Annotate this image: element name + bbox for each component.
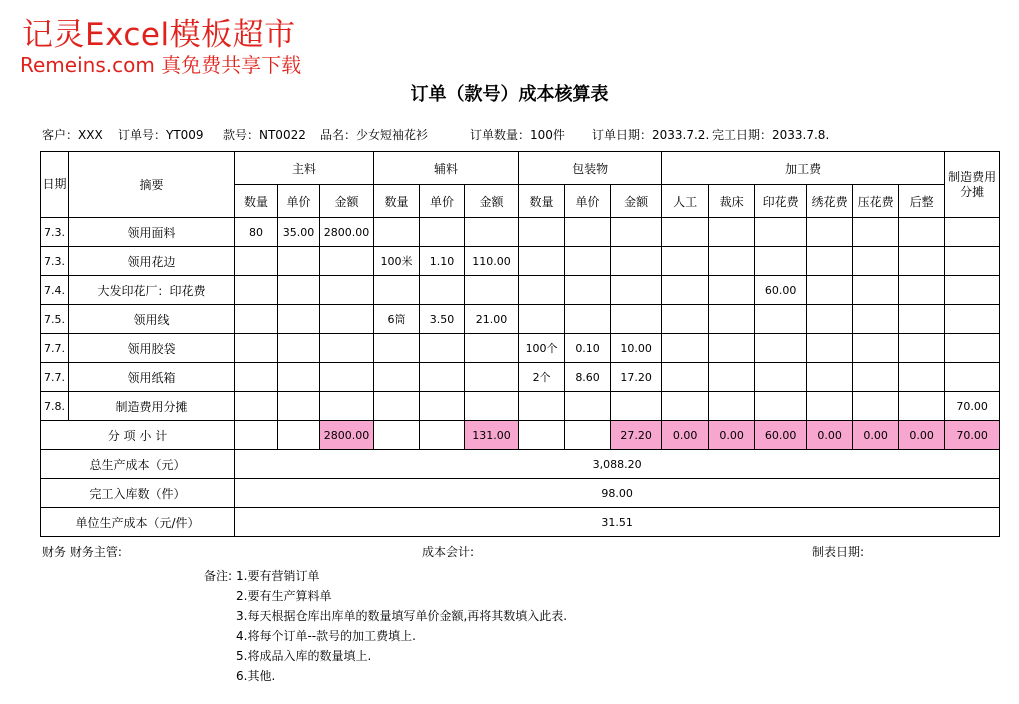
cell-aux-price [420, 218, 465, 247]
row-date: 7.3. [41, 247, 69, 276]
cell-pack-price [565, 392, 611, 421]
header-aux-price: 单价 [420, 185, 465, 218]
cell-mfg [945, 218, 1000, 247]
info-order-date: 订单日期：2033.7.2. [592, 128, 710, 142]
subtotal-row [41, 421, 1000, 450]
header-processing: 加工费 [662, 152, 945, 185]
footer-accountant: 成本会计: [422, 545, 475, 559]
cell-main-price [278, 305, 320, 334]
cell-main-price [278, 363, 320, 392]
cell-labor [662, 363, 709, 392]
cell-labor [662, 305, 709, 334]
row-summary: 制造费用分摊 [69, 392, 235, 421]
cell-main-amount: 2800.00 [320, 218, 374, 247]
watermark-subtitle: Remeins.com 真免费共享下载 [20, 53, 302, 77]
cell-main-price [278, 247, 320, 276]
cell-printing [755, 218, 807, 247]
cell-aux-amount [465, 363, 519, 392]
row-summary: 领用胶袋 [69, 334, 235, 363]
cell-pressing [853, 247, 899, 276]
table-row [41, 305, 1000, 334]
info-order-no: 订单号：YT009 [118, 128, 204, 142]
cell-pack-amount [611, 218, 662, 247]
table-row [41, 276, 1000, 305]
note-item: 1.要有营销订单 [236, 569, 320, 583]
row-summary: 领用花边 [69, 247, 235, 276]
note-line [204, 666, 567, 686]
cell-aux-price [420, 392, 465, 421]
cell-main-amount [320, 305, 374, 334]
cell-finishing [899, 305, 945, 334]
row-date: 7.7. [41, 334, 69, 363]
info-finish-date: 完工日期：2033.7.8. [712, 128, 830, 142]
cell-main-qty [235, 363, 278, 392]
note-line [204, 566, 567, 586]
header-embroidery: 绣花费 [807, 185, 853, 218]
header-pack-price: 单价 [565, 185, 611, 218]
cell-finishing [899, 218, 945, 247]
cell-mfg: 70.00 [945, 392, 1000, 421]
cell-printing [755, 247, 807, 276]
info-style-no: 款号：NT0022 [223, 128, 306, 142]
cell-mfg [945, 363, 1000, 392]
row-summary: 领用面料 [69, 218, 235, 247]
row-date: 7.7. [41, 363, 69, 392]
cell-embroidery [807, 276, 853, 305]
header-pressing: 压花费 [853, 185, 899, 218]
header-aux: 辅料 [374, 152, 519, 185]
note-item: 5.将成品入库的数量填上. [236, 649, 372, 663]
header-summary: 摘要 [69, 152, 235, 218]
cell-cutting [709, 305, 755, 334]
subtotal-label: 分 项 小 计 [41, 421, 235, 450]
note-line [204, 626, 567, 646]
cell-pressing [853, 392, 899, 421]
subtotal-main-price [278, 421, 320, 450]
cell-main-amount [320, 334, 374, 363]
cell-labor [662, 276, 709, 305]
note-line [204, 646, 567, 666]
total-cost-label: 总生产成本（元） [41, 450, 235, 479]
cell-mfg [945, 305, 1000, 334]
cell-pack-price: 0.10 [565, 334, 611, 363]
cell-pack-price [565, 276, 611, 305]
header-cutting: 裁床 [709, 185, 755, 218]
cell-pack-qty: 100个 [519, 334, 565, 363]
cell-cutting [709, 334, 755, 363]
header-printing: 印花费 [755, 185, 807, 218]
cell-pressing [853, 305, 899, 334]
cell-mfg [945, 334, 1000, 363]
cell-aux-amount [465, 334, 519, 363]
note-item: 4.将每个订单--款号的加工费填上. [236, 629, 416, 643]
cell-labor [662, 218, 709, 247]
cell-pack-qty [519, 305, 565, 334]
cell-main-qty [235, 305, 278, 334]
table-row [41, 218, 1000, 247]
cell-embroidery [807, 334, 853, 363]
cell-finishing [899, 363, 945, 392]
cell-pack-amount: 17.20 [611, 363, 662, 392]
row-summary: 领用纸箱 [69, 363, 235, 392]
subtotal-cutting: 0.00 [709, 421, 755, 450]
cell-main-amount [320, 247, 374, 276]
header-pack: 包装物 [519, 152, 662, 185]
cell-pack-amount [611, 392, 662, 421]
cell-printing [755, 305, 807, 334]
cell-pack-qty [519, 247, 565, 276]
cell-embroidery [807, 392, 853, 421]
cell-main-qty [235, 247, 278, 276]
subtotal-main-amount: 2800.00 [320, 421, 374, 450]
header-pack-qty: 数量 [519, 185, 565, 218]
footer-date: 制表日期: [812, 545, 865, 559]
header-main-amount: 金额 [320, 185, 374, 218]
note-item: 6.其他. [236, 669, 276, 683]
cell-cutting [709, 392, 755, 421]
cell-aux-amount: 110.00 [465, 247, 519, 276]
subtotal-aux-qty [374, 421, 420, 450]
cell-pack-amount [611, 247, 662, 276]
cell-finishing [899, 276, 945, 305]
finished-qty-value: 98.00 [235, 479, 1000, 508]
header-main: 主料 [235, 152, 374, 185]
cell-pack-qty [519, 392, 565, 421]
cell-embroidery [807, 218, 853, 247]
cell-pack-price [565, 218, 611, 247]
cell-aux-price [420, 276, 465, 305]
cell-pack-price [565, 247, 611, 276]
cell-pack-amount [611, 276, 662, 305]
cell-pack-qty [519, 276, 565, 305]
cell-pack-qty [519, 218, 565, 247]
header-main-qty: 数量 [235, 185, 278, 218]
cell-labor [662, 247, 709, 276]
cell-aux-qty [374, 218, 420, 247]
note-item: 3.每天根据仓库出库单的数量填写单价金额,再将其数填入此表. [236, 609, 568, 623]
row-summary: 领用线 [69, 305, 235, 334]
cell-main-amount [320, 363, 374, 392]
notes-section [204, 566, 567, 686]
cell-aux-amount [465, 218, 519, 247]
cell-aux-qty: 100米 [374, 247, 420, 276]
table-row [41, 334, 1000, 363]
subtotal-embroidery: 0.00 [807, 421, 853, 450]
header-finishing: 后整 [899, 185, 945, 218]
cell-aux-price: 3.50 [420, 305, 465, 334]
subtotal-pack-qty [519, 421, 565, 450]
cell-labor [662, 334, 709, 363]
cell-finishing [899, 247, 945, 276]
table-row [41, 247, 1000, 276]
cell-main-amount [320, 392, 374, 421]
cell-main-price [278, 392, 320, 421]
cell-main-qty: 80 [235, 218, 278, 247]
cell-aux-price [420, 334, 465, 363]
unit-cost-label: 单位生产成本（元/件） [41, 508, 235, 537]
cell-main-qty [235, 392, 278, 421]
info-customer: 客户：XXX [42, 128, 103, 142]
cell-aux-amount [465, 392, 519, 421]
header-main-price: 单价 [278, 185, 320, 218]
info-quantity: 订单数量：100件 [470, 128, 565, 142]
header-aux-qty: 数量 [374, 185, 420, 218]
cell-embroidery [807, 305, 853, 334]
cell-aux-qty [374, 334, 420, 363]
cell-aux-amount: 21.00 [465, 305, 519, 334]
note-line [204, 606, 567, 626]
sheet-title: 订单（款号）成本核算表 [410, 84, 609, 105]
footer-finance: 财务 财务主管: [42, 545, 122, 559]
header-date: 日期 [41, 152, 69, 218]
cell-pressing [853, 363, 899, 392]
cell-printing [755, 363, 807, 392]
cell-main-qty [235, 276, 278, 305]
row-summary: 大发印花厂：印花费 [69, 276, 235, 305]
cell-cutting [709, 247, 755, 276]
note-item: 2.要有生产算料单 [236, 589, 332, 603]
row-date: 7.4. [41, 276, 69, 305]
cell-labor [662, 392, 709, 421]
cell-pack-qty: 2个 [519, 363, 565, 392]
row-date: 7.8. [41, 392, 69, 421]
cell-aux-qty [374, 392, 420, 421]
total-cost-value: 3,088.20 [235, 450, 1000, 479]
subtotal-aux-amount: 131.00 [465, 421, 519, 450]
cell-embroidery [807, 247, 853, 276]
cell-cutting [709, 363, 755, 392]
cell-cutting [709, 218, 755, 247]
cell-pressing [853, 334, 899, 363]
unit-cost-row [41, 508, 1000, 537]
cell-mfg [945, 247, 1000, 276]
cell-finishing [899, 392, 945, 421]
cell-aux-price: 1.10 [420, 247, 465, 276]
cell-embroidery [807, 363, 853, 392]
cell-pressing [853, 276, 899, 305]
table-row [41, 392, 1000, 421]
cell-aux-amount [465, 276, 519, 305]
subtotal-main-qty [235, 421, 278, 450]
unit-cost-value: 31.51 [235, 508, 1000, 537]
header-row-groups [41, 152, 1000, 185]
watermark-title: 记灵Excel模板超市 [22, 17, 296, 53]
subtotal-labor: 0.00 [662, 421, 709, 450]
header-aux-amount: 金额 [465, 185, 519, 218]
finished-qty-row [41, 479, 1000, 508]
subtotal-finishing: 0.00 [899, 421, 945, 450]
row-date: 7.5. [41, 305, 69, 334]
cell-aux-qty [374, 363, 420, 392]
cell-cutting [709, 276, 755, 305]
subtotal-printing: 60.00 [755, 421, 807, 450]
cell-main-price [278, 276, 320, 305]
cell-main-amount [320, 276, 374, 305]
cell-aux-qty: 6筒 [374, 305, 420, 334]
subtotal-pack-price [565, 421, 611, 450]
subtotal-mfg: 70.00 [945, 421, 1000, 450]
total-cost-row [41, 450, 1000, 479]
cost-table [40, 151, 1000, 537]
cell-printing [755, 334, 807, 363]
table-row [41, 363, 1000, 392]
cell-pack-price [565, 305, 611, 334]
cell-printing [755, 392, 807, 421]
cell-main-price [278, 334, 320, 363]
cell-mfg [945, 276, 1000, 305]
info-product: 品名：少女短袖花衫 [320, 128, 429, 142]
cell-aux-price [420, 363, 465, 392]
note-line [204, 586, 567, 606]
subtotal-pressing: 0.00 [853, 421, 899, 450]
row-date: 7.3. [41, 218, 69, 247]
cell-printing: 60.00 [755, 276, 807, 305]
header-pack-amount: 金额 [611, 185, 662, 218]
cell-finishing [899, 334, 945, 363]
cell-pack-amount: 10.00 [611, 334, 662, 363]
subtotal-aux-price [420, 421, 465, 450]
cell-main-qty [235, 334, 278, 363]
cell-pack-amount [611, 305, 662, 334]
cell-aux-qty [374, 276, 420, 305]
header-mfg: 制造费用分摊 [945, 152, 1000, 218]
header-labor: 人工 [662, 185, 709, 218]
notes-label: 备注: [204, 569, 233, 583]
cell-pack-price: 8.60 [565, 363, 611, 392]
subtotal-pack-amount: 27.20 [611, 421, 662, 450]
finished-qty-label: 完工入库数（件） [41, 479, 235, 508]
cell-main-price: 35.00 [278, 218, 320, 247]
cell-pressing [853, 218, 899, 247]
